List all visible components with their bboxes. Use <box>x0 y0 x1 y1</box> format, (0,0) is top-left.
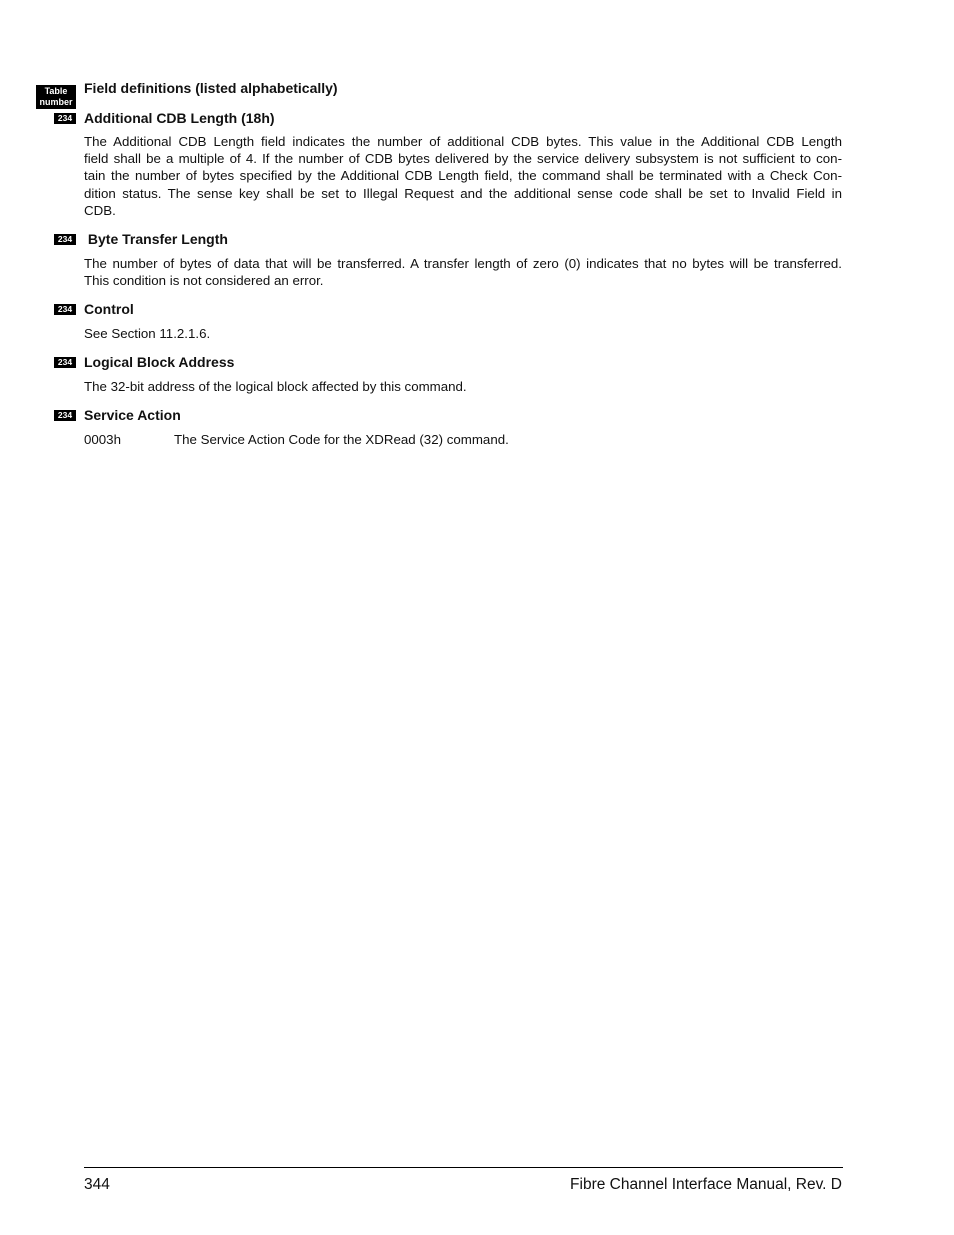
field-description-logical-block-address <box>84 378 842 395</box>
description-line: This condition is not considered an error. <box>84 273 324 289</box>
table-number-badge: 234 <box>54 234 76 245</box>
section-title: Field definitions (listed alphabetically) <box>84 80 338 96</box>
field-heading-control: Control <box>84 301 134 317</box>
page-number: 344 <box>84 1176 110 1193</box>
field-heading-logical-block-address: Logical Block Address <box>84 354 235 370</box>
badge-label-line1: Table <box>44 86 68 96</box>
description-line: CDB. <box>84 202 116 218</box>
table-number-badge: 234 <box>54 304 76 315</box>
field-heading-additional-cdb-length: Additional CDB Length (18h) <box>84 110 275 126</box>
description-line: field shall be a multiple of 4. If the number of CDB bytes delivered by the service delivery subsystem is not sufficient to con- <box>84 151 842 167</box>
document-title: Fibre Channel Interface Manual, Rev. D <box>570 1176 842 1193</box>
table-number-badge: 234 <box>54 410 76 421</box>
description-line: See Section 11.2.1.6. <box>84 326 211 341</box>
table-number-header-badge <box>36 85 76 109</box>
field-heading-service-action: Service Action <box>84 407 181 423</box>
table-number-badge: 234 <box>54 113 76 124</box>
description-line: dition status. The sense key shall be set to Illegal Request and the additional sense code shall be set to Invalid Field in <box>84 185 842 201</box>
description-line: tain the number of bytes specified by the Additional CDB Length field, the command shall be terminated with a Check Con- <box>84 168 842 184</box>
description-line: The Additional CDB Length field indicates the number of additional CDB bytes. This value in the Additional CDB Length <box>84 134 842 149</box>
service-action-code: 0003h <box>84 432 121 447</box>
field-heading-byte-transfer-length: Byte Transfer Length <box>84 231 228 247</box>
footer-divider <box>84 1167 843 1168</box>
badge-label-line2: number <box>39 97 73 107</box>
field-description-additional-cdb-length <box>84 133 842 219</box>
description-line: The 32-bit address of the logical block affected by this command. <box>84 379 467 394</box>
description-line: The number of bytes of data that will be transferred. A transfer length of zero (0) indicates that no bytes will be transferred. <box>84 256 842 271</box>
field-description-control <box>84 325 842 342</box>
service-action-code-description: The Service Action Code for the XDRead (32) command. <box>174 432 509 447</box>
table-number-badge: 234 <box>54 357 76 368</box>
field-description-byte-transfer-length <box>84 255 842 289</box>
